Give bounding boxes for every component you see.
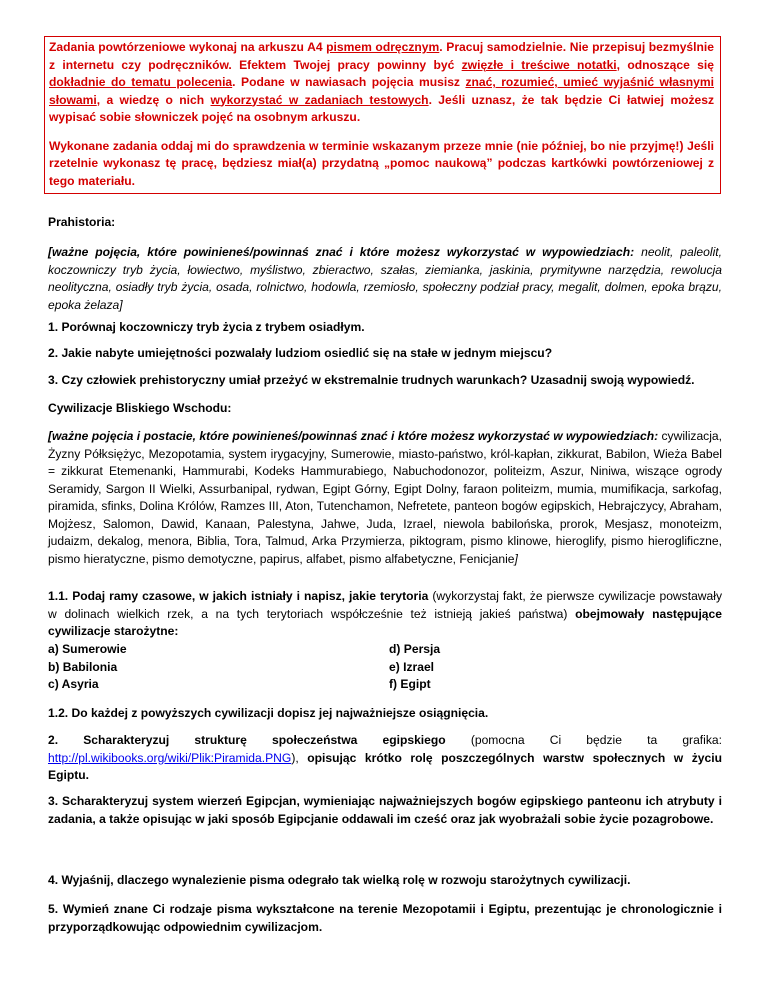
piramida-image-link[interactable]: http://pl.wikibooks.org/wiki/Plik:Piramida.PNG xyxy=(48,750,292,765)
question-normal: ), xyxy=(291,750,308,765)
list-item: f) Egipt xyxy=(389,677,431,691)
near-east-heading: Cywilizacje Bliskiego Wschodu: xyxy=(48,401,232,415)
question-text xyxy=(48,588,722,641)
near-east-question-3 xyxy=(48,793,722,828)
question-text: 1. Porównaj koczowniczy tryb życia z trybem osiadłym. xyxy=(48,320,365,334)
question-text: 4. Wyjaśnij, dlaczego wynalezienie pisma odegrało tak wielką rolę w rozwoju starożytnych cywilizacji. xyxy=(48,873,631,887)
prehistory-terms xyxy=(48,244,722,314)
notice-text: . Jeśli uznasz, że tak będzie Ci łatwiej możesz wypisać sobie słowniczek pojęć na osobnym arkuszu. xyxy=(49,92,715,124)
prehistory-terms-block xyxy=(48,244,722,314)
list-item: d) Persja xyxy=(389,642,441,656)
question-text: 2. Jakie nabyte umiejętności pozwalały ludziom osiedlić się na stałe w jednym miejscu? xyxy=(48,346,553,360)
notice-paragraph-1 xyxy=(49,39,714,127)
notice-text: Zadania powtórzeniowe wykonaj na arkuszu A4 xyxy=(49,40,327,54)
notice-text: , odnoszące się xyxy=(616,57,714,72)
prehistory-question-2 xyxy=(48,345,722,363)
near-east-heading-block xyxy=(48,400,722,418)
list-item: c) Asyria xyxy=(48,677,99,691)
terms-list: neolit, paleolit, koczowniczy tryb życia, łowiectwo, myślistwo, zbieractwo, szałas, ziemianka, jaskinia, prymitywne narzędzia, rewolucja neolityczna, osiadły tryb życia, osada, rolnictwo, hodowla, rzemiosło, społeczny podział pracy, megalit, dolmen, epoka brązu, epoka żelaza] xyxy=(48,245,722,312)
question-bold: obejmowały następujące cywilizacje starożytne: xyxy=(48,606,722,638)
near-east-question-5 xyxy=(48,901,722,936)
near-east-question-2 xyxy=(48,732,726,785)
list-item: b) Babilonia xyxy=(48,659,118,674)
terms-close: ] xyxy=(514,551,518,566)
near-east-question-1-1 xyxy=(48,588,722,641)
question-bold: 1.1. Podaj ramy czasowe, w jakich istniały i napisz, jakie terytoria xyxy=(48,589,429,603)
near-east-question-1-2 xyxy=(48,705,722,723)
question-text: 5. Wymień znane Ci rodzaje pisma wykształcone na terenie Mezopotamii i Egiptu, prezentując je chronologicznie i przyporządkowując odpowiednim cywilizacjom. xyxy=(48,902,722,934)
near-east-terms-block xyxy=(48,428,722,568)
terms-list: cywilizacja, Żyzny Półksiężyc, Mezopotamia, system irygacyjny, Sumerowie, miasto-państwo, król-kapłan, zikkurat, Babilon, Wieża Babel = zikkurat Etemenanki, Hammurabi, Kodeks Hammurabiego, Nabuchodonozor, politeizm, Aszur, Niniwa, wiszące ogrody Seramidy, Sargon II Wielki, Assurbanipal, rydwan, Egipt Górny, Egipt Dolny, faraon politeizm, mumia, mumifikacja, sarkofag, piramida, sfinks, Dolina Królów, Ramzes III, Aton, Tutenchamon, Nefretete, panteon bogów egipskich, Hebrajczycy, Abraham, Mojżesz, Salomon, Dawid, Kanaan, Palestyna, Jahwe, Juda, Izrael, niewola babilońska, prorok, Mesjasz, monoteizm, judaizm, dekalog, menora, Biblia, Tora, Talmud, Arka Przymierza, piktogram, pismo klinowe, hieroglify, pismo hieroglificzne, pismo hieratyczne, pismo demotyczne, papirus, alfabet, pismo alfabetyczne, Fenicjanie xyxy=(48,429,722,566)
near-east-terms xyxy=(48,428,722,568)
notice-underlined: wykorzystać w zadaniach testowych xyxy=(210,92,429,107)
notice-underlined: znać, rozumieć, umieć wyjaśnić własnymi słowami xyxy=(49,75,714,107)
notice-text: , a wiedzę o nich xyxy=(96,92,211,107)
question-text: 1.2. Do każdej z powyższych cywilizacji dopisz jej najważniejsze osiągnięcia. xyxy=(48,706,489,720)
terms-intro: [ważne pojęcia, które powinieneś/powinnaś znać i które możesz wykorzystać w wypowiedziach: xyxy=(48,245,635,259)
question-text: 3. Scharakteryzuj system wierzeń Egipcjan, wymieniając najważniejszych bogów egipskiego panteonu ich atrybuty i zadania, a także opisując w jaki sposób Egipcjanie oddawali im cześć oraz jak wyobrażali sobie życie pozagrobowe. xyxy=(48,794,722,826)
instructions-notice-box xyxy=(44,36,721,194)
question-bold: opisując krótko rolę poszczególnych warstw społecznych w życiu Egiptu. xyxy=(48,750,726,782)
question-normal: (wykorzystaj fakt, że pierwsze cywilizacje powstawały w dolinach wielkich rzek, a na tych terytoriach współcześnie też istnieją jakieś państwa) xyxy=(48,589,722,621)
question-normal: (pomocna Ci będzie ta grafika: xyxy=(445,733,726,747)
terms-intro: [ważne pojęcia i postacie, które powinieneś/powinnaś znać i które możesz wykorzystać w wypowiedziach: xyxy=(48,429,659,443)
civilization-list-left xyxy=(48,641,127,694)
notice-text: . Podane w nawiasach pojęcia musisz xyxy=(232,75,466,89)
civilization-list-right xyxy=(389,641,440,694)
question-text: 3. Czy człowiek prehistoryczny umiał przeżyć w ekstremalnie trudnych warunkach? Uzasadnij swoją wypowiedź. xyxy=(48,373,695,387)
notice-underlined: zwięzłe i treściwe notatki xyxy=(461,57,617,72)
near-east-question-4 xyxy=(48,872,722,890)
notice-text: . Pracuj samodzielnie. Nie przepisuj bezmyślnie z internetu czy podręczników. Efektem Twojej pracy powinny być xyxy=(49,40,714,72)
prehistory-heading: Prahistoria: xyxy=(48,215,116,229)
prehistory-question-1 xyxy=(48,319,722,337)
question-text xyxy=(48,732,726,785)
prehistory-question-3 xyxy=(48,372,722,390)
question-bold: 2. Scharakteryzuj strukturę społeczeństwa egipskiego xyxy=(48,733,446,747)
prehistory-heading-block xyxy=(48,214,722,232)
list-item: e) Izrael xyxy=(389,659,435,674)
notice-paragraph-2: Wykonane zadania oddaj mi do sprawdzenia w terminie wskazanym przeze mnie (nie później, bo nie przyjmę!) Jeśli rzetelnie wykonasz tę pracę, będziesz miał(a) przydatną „pomoc naukową” podczas kartkówki powtórzeniowej z tego materiału. xyxy=(49,138,714,188)
notice-underlined: pismem odręcznym xyxy=(326,40,440,54)
list-item: a) Sumerowie xyxy=(48,642,127,656)
notice-underlined: dokładnie do tematu polecenia xyxy=(49,75,233,89)
